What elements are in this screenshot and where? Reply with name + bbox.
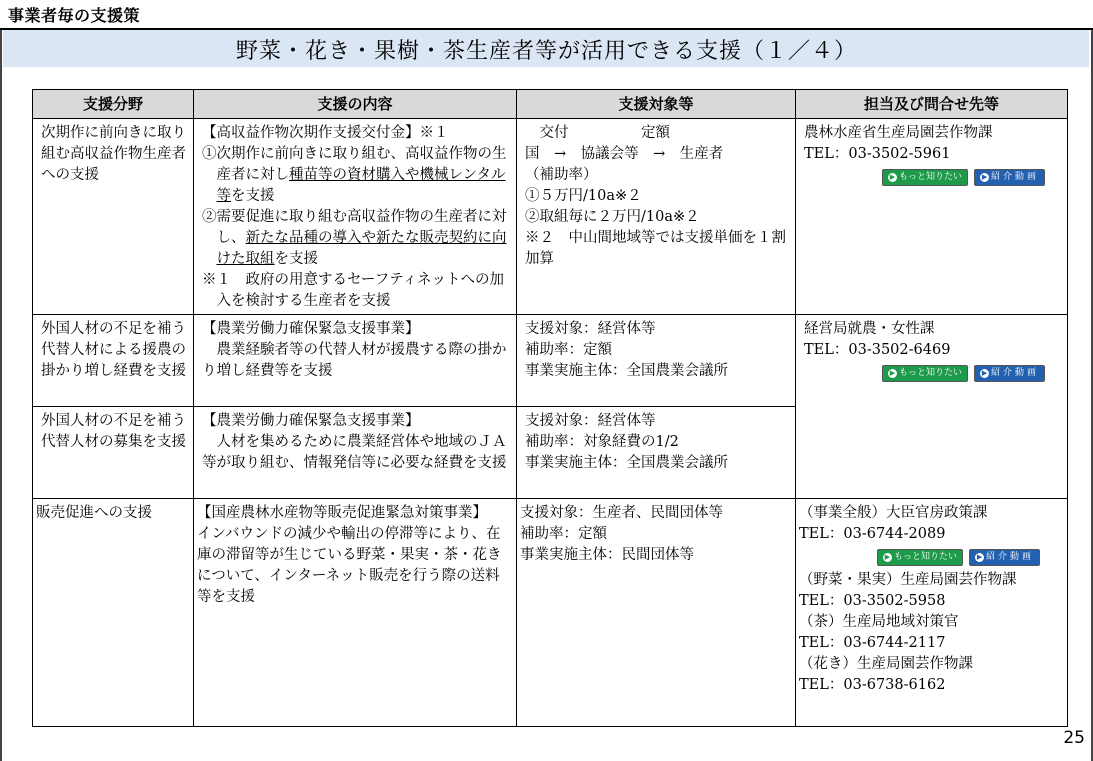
row4-target: 支援対象：生産者、民間団体等 補助率：定額 事業実施主体：民間団体等	[517, 499, 796, 727]
top-bar	[0, 0, 1093, 30]
header-contact: 担当及び問合せ先等	[796, 90, 1068, 119]
more-info-button[interactable]: ▶ もっと知りたい	[877, 549, 963, 566]
support-table	[32, 89, 1068, 727]
row2-contact	[796, 315, 1068, 499]
row1-target: 交付 定額 国 → 協議会等 → 生産者 （補助率） ①５万円/10a※２ ②取組毎に２万円/10a※２ ※２ 中山間地域等では支援単価を１割加算	[517, 119, 796, 315]
arrow-icon: ▶	[981, 173, 988, 181]
contact-tel: TEL：03-3502-6469	[804, 342, 951, 358]
table-header-row	[33, 90, 1068, 119]
table-row	[33, 499, 1068, 727]
row3-target: 支援対象：経営体等 補助率：対象経費の1/2 事業実施主体：全国農業会議所	[517, 407, 796, 499]
row1-item1: ①次期作に前向きに取り組む、高収益作物の生産者に対し種苗等の資材購入や機械レンタル等を支援	[202, 146, 507, 204]
contact-tel: TEL：03-6744-2089	[799, 526, 946, 542]
row3-content: 【農業労働力確保緊急支援事業】 人材を集めるために農業経営体や地域のＪＡ等が取り組む、情報発信等に必要な経費を支援	[194, 407, 517, 499]
section-title: 事業者毎の支援策	[8, 6, 141, 25]
row2-target: 支援対象：経営体等 補助率：定額 事業実施主体：全国農業会議所	[517, 315, 796, 407]
contact-tel: TEL：03-6738-6162	[799, 677, 946, 693]
row4-contact	[796, 499, 1068, 727]
link-buttons	[877, 549, 1063, 566]
contact-org: 農林水産省生産局園芸作物課	[804, 125, 993, 141]
contact-org: （野菜・果実）生産局園芸作物課	[799, 572, 1017, 588]
page-number: 25	[1063, 728, 1085, 748]
row1-content	[194, 119, 517, 315]
header-target: 支援対象等	[517, 90, 796, 119]
intro-video-button[interactable]: ▶ 紹介動画	[969, 549, 1040, 566]
arrow-icon: ▶	[981, 369, 988, 377]
row4-field: 販売促進への支援	[33, 499, 194, 727]
contact-org: （茶）生産局地域対策官	[799, 614, 959, 630]
row2-field: 外国人材の不足を補う代替人材による援農の掛かり増し経費を支援	[33, 315, 194, 407]
row2-content: 【農業労働力確保緊急支援事業】 農業経験者等の代替人材が援農する際の掛かり増し経費等を支援	[194, 315, 517, 407]
row1-item2: ②需要促進に取り組む高収益作物の生産者に対し、新たな品種の導入や新たな販売契約に向けた取組を支援	[202, 209, 507, 267]
more-info-button[interactable]: ▶ もっと知りたい	[882, 365, 968, 382]
contact-tel: TEL：03-3502-5958	[799, 593, 946, 609]
header-content: 支援の内容	[194, 90, 517, 119]
table-row	[33, 119, 1068, 315]
page-title: 野菜・花き・果樹・茶生産者等が活用できる支援（１／４）	[235, 39, 857, 64]
contact-org: （花き）生産局園芸作物課	[799, 656, 973, 672]
contact-tel: TEL：03-6744-2117	[799, 635, 946, 651]
table-row	[33, 315, 1068, 407]
row1-content-title: 【高収益作物次期作支援交付金】※１	[202, 125, 449, 141]
header-field: 支援分野	[33, 90, 194, 119]
intro-video-button[interactable]: ▶ 紹介動画	[974, 169, 1045, 186]
row1-note: ※１ 政府の用意するセーフティネットへの加入を検討する生産者を支援	[202, 272, 505, 309]
contact-tel: TEL：03-3502-5961	[804, 146, 951, 162]
arrow-icon: ▶	[889, 369, 896, 377]
arrow-icon: ▶	[884, 553, 891, 561]
link-buttons	[882, 365, 1063, 382]
row1-field: 次期作に前向きに取り組む高収益作物生産者への支援	[33, 119, 194, 315]
link-buttons	[882, 169, 1063, 186]
intro-video-button[interactable]: ▶ 紹介動画	[974, 365, 1045, 382]
arrow-icon: ▶	[889, 173, 896, 181]
row1-contact	[796, 119, 1068, 315]
row3-field: 外国人材の不足を補う代替人材の募集を支援	[33, 407, 194, 499]
contact-org: 経営局就農・女性課	[804, 321, 935, 337]
arrow-icon: ▶	[976, 553, 983, 561]
contact-org: （事業全般）大臣官房政策課	[799, 505, 988, 521]
more-info-button[interactable]: ▶ もっと知りたい	[882, 169, 968, 186]
row4-content: 【国産農林水産物等販売促進緊急対策事業】 インバウンドの減少や輸出の停滞等により、在庫の滞留等が生じている野菜・果実・茶・花きについて、インターネット販売を行う際の送料等を支援	[194, 499, 517, 727]
